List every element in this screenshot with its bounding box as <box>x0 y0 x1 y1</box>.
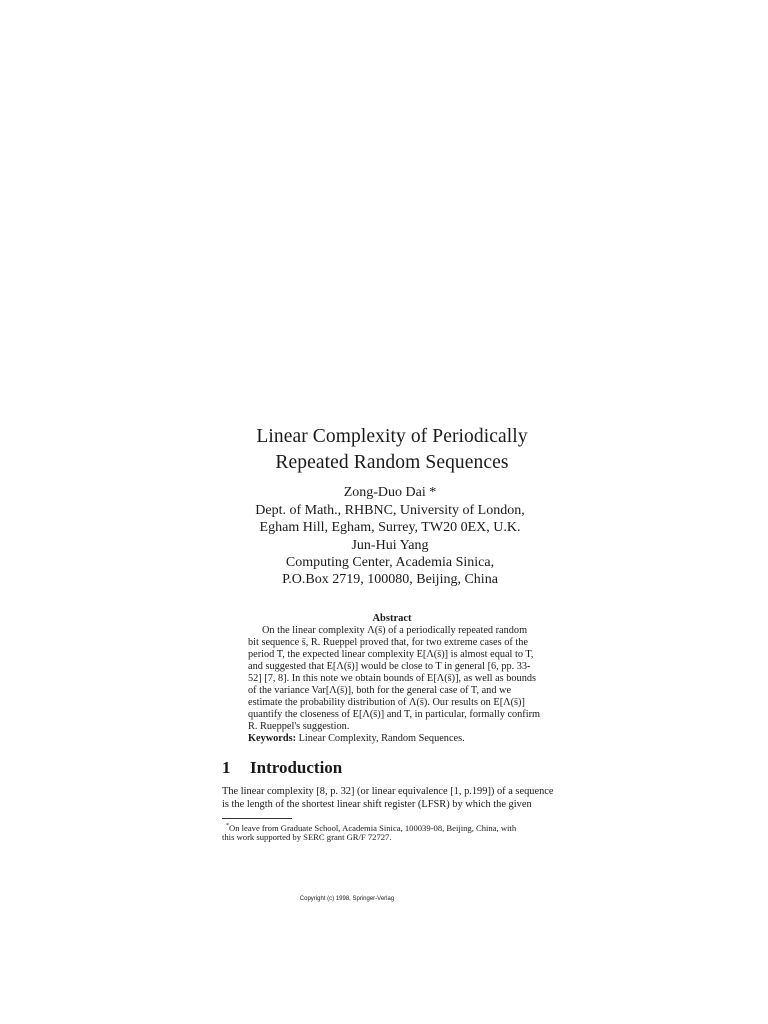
footnote-text: On leave from Graduate School, Academia Sinica, 100039-08, Beijing, China, with <box>229 822 517 833</box>
abstract-heading: Abstract <box>372 613 412 624</box>
section-number: 1 <box>222 758 231 777</box>
abstract-line: and suggested that E[Λ(s̄)] would be close to T in general [6, pp. 33- <box>248 661 531 672</box>
abstract-line: of the variance Var[Λ(s̄)], both for the general case of T, and we <box>248 685 512 696</box>
section-title: Introduction <box>250 758 343 777</box>
paper-title-line-2: Repeated Random Sequences <box>275 452 509 473</box>
keywords-label: Keywords: <box>248 733 297 744</box>
body-text-line: The linear complexity [8, p. 32] (or linear equivalence [1, p.199]) of a sequence <box>222 786 554 797</box>
abstract-line: 52] [7, 8]. In this note we obtain bounds of E[Λ(s̄)], as well as bounds <box>248 673 537 684</box>
copyright-notice: Copyright (c) 1998, Springer-Verlag <box>299 896 395 902</box>
author-affiliation-2-line-1: Computing Center, Academia Sinica, <box>285 555 495 570</box>
abstract-line: period T, the expected linear complexity E[Λ(s̄)] is almost equal to T, <box>248 649 534 660</box>
keywords-text: Linear Complexity, Random Sequences. <box>298 733 465 744</box>
abstract-line: On the linear complexity Λ(s̄) of a periodically repeated random <box>262 625 528 636</box>
abstract-line: quantify the closeness of E[Λ(s̄)] and T, in particular, formally confirm <box>248 709 541 720</box>
abstract-line: estimate the probability distribution of Λ(s̄). Our results on E[Λ(s̄)] <box>248 697 525 708</box>
keywords-line <box>248 733 533 745</box>
author-name-1: Zong-Duo Dai * <box>343 485 437 500</box>
author-name-2: Jun-Hui Yang <box>351 538 429 553</box>
author-affiliation-2-line-2: P.O.Box 2719, 100080, Beijing, China <box>282 572 498 587</box>
footnote-rule <box>222 818 292 819</box>
footnote-line: this work supported by SERC grant GR/F 72727. <box>222 832 392 842</box>
abstract-line: R. Rueppel's suggestion. <box>248 721 350 732</box>
author-affiliation-1-line-1: Dept. of Math., RHBNC, University of London, <box>255 503 525 518</box>
paper-title-line-1: Linear Complexity of Periodically <box>256 426 528 447</box>
footnote-mark: * <box>226 823 229 829</box>
body-text-line: is the length of the shortest linear shift register (LFSR) by which the given <box>222 799 532 810</box>
author-affiliation-1-line-2: Egham Hill, Egham, Surrey, TW20 0EX, U.K. <box>259 520 521 535</box>
abstract-line: bit sequence s̄, R. Rueppel proved that, for two extreme cases of the <box>248 637 528 648</box>
